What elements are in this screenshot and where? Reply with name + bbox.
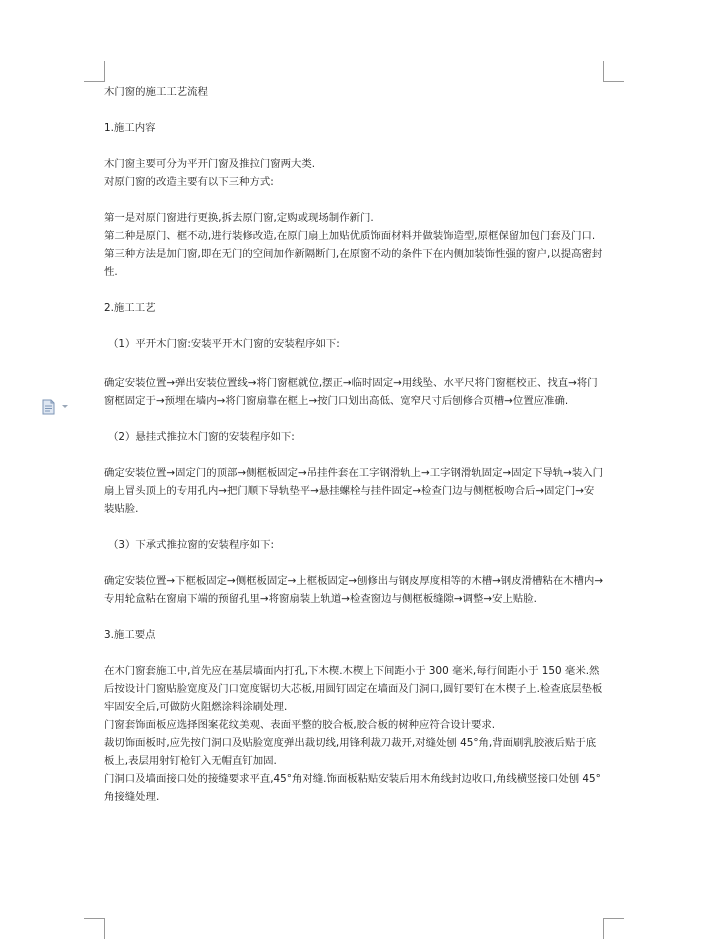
paragraph: 木门窗主要可分为平开门窗及推拉门窗两大类. [104,158,316,170]
paragraph: 第二种是原门、框不动,进行装修改造,在原门扇上加贴优质饰面材料并做装饰造型,原框保留加包门套及门口. [104,230,596,242]
paragraph: 确定安装位置→弹出安装位置线→将门窗框就位,摆正→临时固定→用线坠、水平尺将门窗框校正、找直→将门窗框固定于→预埋在墙内→将门窗扇靠在框上→按门口划出高低、宽窄尺寸后刨修合页槽→位置应准确. [104,377,598,407]
paragraph: 确定安装位置→下框板固定→侧框板固定→上框板固定→刨修出与钢皮厚度相等的木槽→钢皮滑槽粘在木槽内→专用轮盒粘在窗扇下端的预留孔里→将窗扇装上轨道→检查窗边与侧框板缝隙→调整→安上贴脸. [104,575,604,605]
paragraph: 第三种方法是加门窗,即在无门的空间加作新隔断门,在原窗不动的条件下在内侧加装饰性强的窗户,以提高密封性. [104,248,603,278]
section-heading-2: 2.施工工艺 [104,302,156,314]
document-title: 木门窗的施工工艺流程 [104,86,208,98]
subsection-heading: （2）悬挂式推拉木门窗的安装程序如下: [108,431,295,443]
crop-mark-bottom-left [84,918,105,939]
subsection-heading: （1）平开木门窗:安装平开木门窗的安装程序如下: [108,338,340,350]
section-heading-1: 1.施工内容 [104,122,156,134]
paragraph: 对原门窗的改造主要有以下三种方式: [104,176,274,188]
document-icon[interactable] [42,399,70,415]
document-body [104,83,604,806]
paragraph: 确定安装位置→固定门的顶部→侧框板固定→吊挂件套在工字钢滑轨上→工字钢滑轨固定→固定下导轨→装入门扇上冒头顶上的专用孔内→把门顺下导轨垫平→悬挂螺栓与挂件固定→检查门边与侧框板吻合后→固定门→安装贴脸. [104,467,604,515]
paragraph: 在木门窗套施工中,首先应在基层墙面内打孔,下木楔.木楔上下间距小于 300 毫米,每行间距小于 150 毫米.然后按设计门窗贴脸宽度及门口宽度锯切大芯板,用圆钉固定在墙面及门洞口,圆钉要钉在木楔子上.检查底层垫板牢固安全后,可做防火阻燃涂料涂刷处理. [104,665,603,713]
crop-mark-top-right [603,61,624,82]
crop-mark-top-left [84,61,105,82]
crop-mark-bottom-right [603,918,624,939]
paragraph: 门窗套饰面板应选择图案花纹美观、表面平整的胶合板,胶合板的树种应符合设计要求. [104,719,496,731]
paragraph: 裁切饰面板时,应先按门洞口及贴脸宽度弹出裁切线,用锋利裁刀裁开,对缝处刨 45°角,背面刷乳胶液后贴于底板上,表层用射钉枪钉入无帽直钉加固. [104,737,597,767]
paragraph: 第一是对原门窗进行更换,拆去原门窗,定购或现场制作新门. [104,212,374,224]
paragraph: 门洞口及墙面接口处的接缝要求平直,45°角对缝.饰面板粘贴安装后用木角线封边收口,角线横竖接口处刨 45°角接缝处理. [104,773,601,803]
section-heading-3: 3.施工要点 [104,629,156,641]
subsection-heading: （3）下承式推拉窗的安装程序如下: [108,539,274,551]
